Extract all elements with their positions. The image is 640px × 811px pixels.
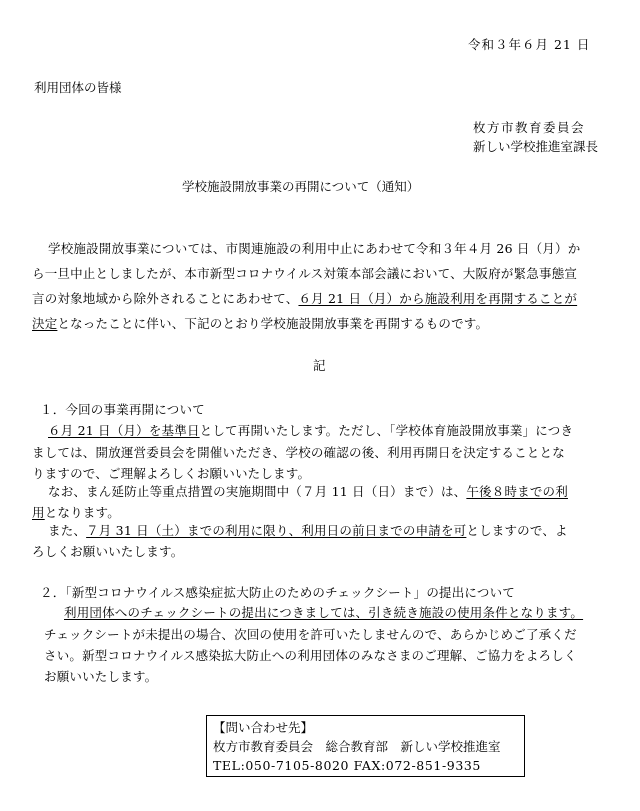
section-2-heading: ２．「新型コロナウイルス感染症拡大防止のためのチェックシート」の提出について — [40, 585, 515, 600]
contact-tel-fax: TEL:050-7105-8020 FAX:072-851-9335 — [213, 758, 481, 773]
section-2-line: チェックシートが未提出の場合、次回の使用を許可いたしませんので、あらかじめご了承くだ — [44, 627, 577, 642]
application-deadline-underlined: ７月 31 日（土）までの利用に限り、利用日の前日までの申請を可 — [86, 523, 467, 538]
section-1-text: となります。 — [44, 505, 120, 520]
intro-text: となったことに伴い、下記のとおり学校施設開放事業を再開するものです。 — [57, 316, 489, 331]
intro-line: 学校施設開放事業については、市関連施設の利用中止にあわせて令和３年４月 26 日（月）か — [48, 241, 581, 256]
decision-underlined: 決定 — [32, 316, 58, 331]
section-1-text: また、 — [48, 523, 87, 538]
contact-org: 枚方市教育委員会 総合教育部 新しい学校推進室 — [213, 739, 501, 754]
document-date: 令和３年６月 21 日 — [468, 37, 591, 52]
section-2-line — [64, 603, 583, 621]
time-limit-underlined: 午後８時までの利 — [466, 484, 568, 499]
intro-line — [32, 289, 577, 307]
document-title: 学校施設開放事業の再開について（通知） — [182, 179, 420, 194]
time-limit-underlined: 用 — [32, 505, 45, 520]
section-1-line — [48, 421, 573, 439]
checksheet-requirement-underlined: 利用団体へのチェックシートの提出につきましては、引き続き施設の使用条件となります。 — [64, 605, 584, 620]
intro-text: 言の対象地域から除外されることにあわせて、 — [32, 291, 299, 306]
section-1-line — [48, 521, 568, 539]
sender-title: 新しい学校推進室課長 — [473, 139, 599, 154]
section-1-line — [32, 503, 120, 521]
sender-org: 枚方市教育委員会 — [473, 120, 586, 135]
contact-box — [206, 715, 525, 777]
section-1-line: ろしくお願いいたします。 — [32, 544, 184, 559]
reopen-date-underlined: ６月 21 日（月）から施設利用を再開することが — [298, 291, 578, 306]
intro-line: ら一旦中止としましたが、本市新型コロナウイルス対策本部会議において、大阪府が緊急事態宣 — [32, 266, 578, 281]
recipient: 利用団体の皆様 — [34, 80, 122, 95]
contact-label: 【問い合わせ先】 — [213, 720, 314, 735]
intro-line — [32, 314, 488, 332]
section-1-line — [48, 482, 568, 500]
section-2-line: お願いいたします。 — [44, 669, 158, 684]
section-1-line: ましては、開放運営委員会を開催いただき、学校の確認の後、利用再開日を決定することとな — [32, 445, 565, 460]
section-1-text: なお、まん延防止等重点措置の実施期間中（７月 11 日（日）まで）は、 — [48, 484, 467, 499]
section-1-line: りますので、ご理解よろしくお願いいたします。 — [32, 466, 311, 481]
ki-heading: 記 — [313, 358, 326, 373]
section-1-text: としますので、よ — [466, 523, 568, 538]
section-2-line: さい。新型コロナウイルス感染拡大防止への利用団体のみなさまのご理解、ご協力をよろしく — [44, 648, 577, 663]
section-1-text: として再開いたします。ただし、「学校体育施設開放事業」につき — [199, 423, 574, 438]
base-date-underlined: ６月 21 日（月）を基準日 — [48, 423, 200, 438]
section-1-heading: １．今回の事業再開について — [40, 402, 205, 417]
